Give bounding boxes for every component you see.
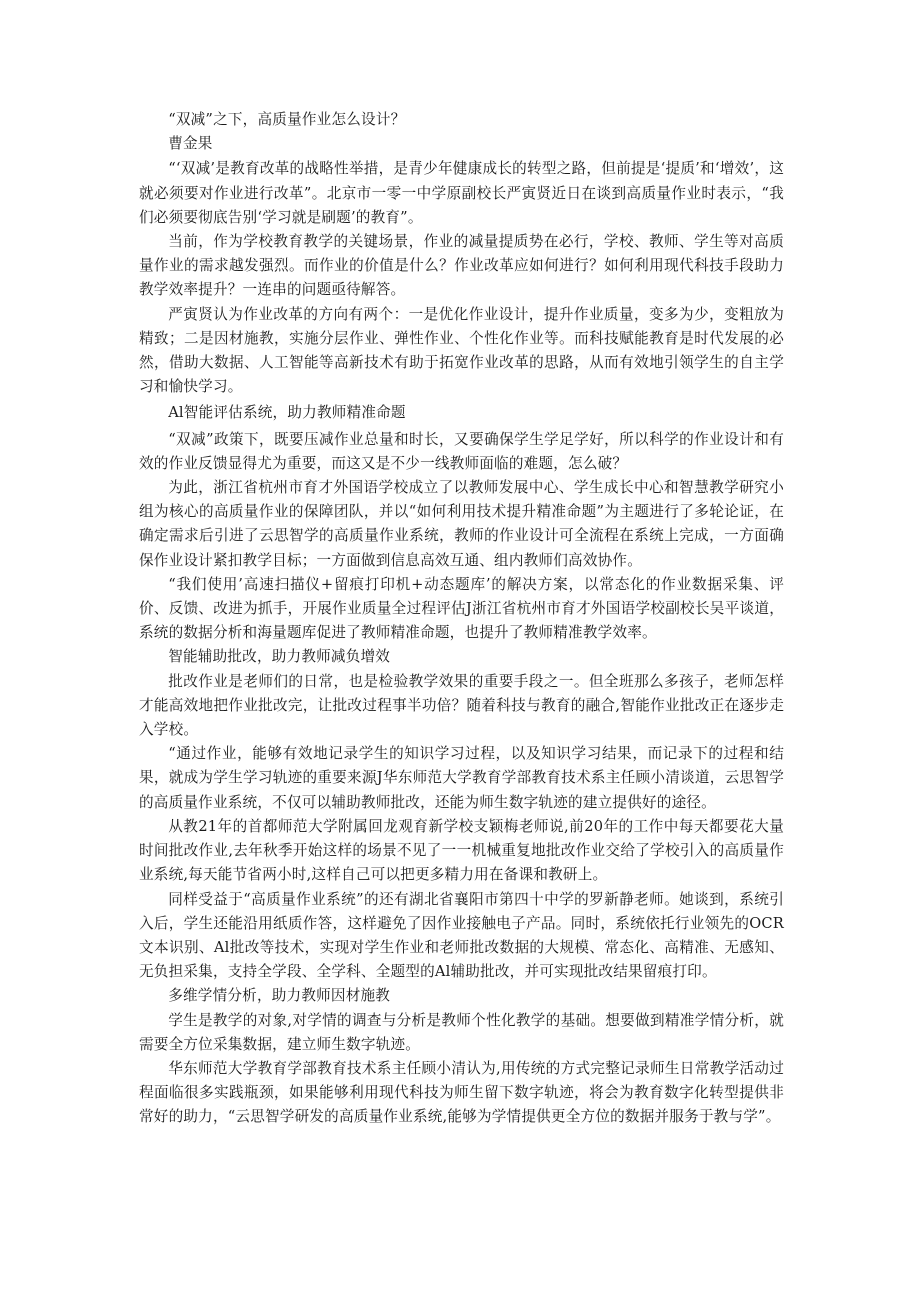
section-heading: Al智能评估系统，助力教师精准命题 (168, 404, 406, 422)
paragraph: 学生是教学的对象,对学情的调查与分析是教师个性化教学的基础。想要做到精准学情分析，就需要全方位采集数据，建立师生数字轨迹。 (139, 1011, 784, 1053)
paragraph: 华东师范大学教育学部教育技术系主任顾小清认为,用传统的方式完整记录师生日常教学活动过程面临很多实践瓶颈，如果能够利用现代科技为师生留下数字轨迹，将会为教育数字化转型提供非常好的助力，“云思智学研发的高质量作业系统,能够为学情提供更全方位的数据并服务于教与学”。 (139, 1059, 784, 1126)
article-author: 曹金果 (168, 135, 213, 153)
paragraph: 为此，浙江省杭州市育才外国语学校成立了以教师发展中心、学生成长中心和智慧教学研究小组为核心的高质量作业的保障团队，并以“如何利用技术提升精准命题”为主题进行了多轮论证，在确定需求后引进了云思智学的高质量作业系统，教师的作业设计可全流程在系统上完成，一方面确保作业设计紧扣教学目标；一方面做到信息高效互通、组内教师们高效协作。 (139, 479, 784, 569)
paragraph: “通过作业，能够有效地记录学生的知识学习过程，以及知识学习结果，而记录下的过程和结果，就成为学生学习轨迹的重要来源J华东师范大学教育学部教育技术系主任顾小清谈道，云思智学的高质量作业系统，不仅可以辅助教师批改，还能为师生数字轨迹的建立提供好的途径。 (139, 745, 784, 811)
paragraph: “‘双减’是教育改革的战略性举措，是青少年健康成长的转型之路，但前提是‘提质’和‘增效’，这就必须要对作业进行改革”。北京市一零一中学原副校长严寅贤近日在谈到高质量作业时表示，“我们必须要彻底告别‘学习就是刷题’的教育”。 (139, 160, 784, 226)
paragraph: 从教21年的首都师范大学附属回龙观育新学校支颖梅老师说,前20年的工作中每天都要花大量时间批改作业,去年秋季开始这样的场景不见了一一机械重复地批改作业交给了学校引入的高质量作业系统,每天能节省两小时,这样自己可以把更多精力用在备课和教研上。 (139, 817, 784, 884)
section-heading: 智能辅助批改，助力教师减负增效 (168, 648, 391, 666)
article-title: “双减”之下，高质量作业怎么设计？ (168, 111, 406, 128)
paragraph: “我们使用’高速扫描仪+留痕打印机+动态题库’的解决方案，以常态化的作业数据采集、评价、反馈、改进为抓手，开展作业质量全过程评估J浙江省杭州市育才外国语学校副校长吴平谈道，系统的数据分析和海量题库促进了教师精准命题，也提升了教师精准教学效率。 (139, 575, 784, 642)
paragraph: “双减”政策下，既要压减作业总量和时长，又要确保学生学足学好，所以科学的作业设计和有效的作业反馈显得尤为重要，而这又是不少一线教师面临的难题，怎么破？ (139, 430, 784, 472)
paragraph: 当前，作为学校教育教学的关键场景，作业的减量提质势在必行，学校、教师、学生等对高质量作业的需求越发强烈。而作业的价值是什么？作业改革应如何进行？如何利用现代科技手段助力教学效率提升？一连串的问题亟待解答。 (139, 233, 784, 299)
paragraph: 同样受益于“高质量作业系统”的还有湖北省襄阳市第四十中学的罗新静老师。她谈到，系统引入后，学生还能沿用纸质作答，这样避免了因作业接触电子产品。同时，系统依托行业领先的OCR文本识别、Al批改等技术，实现对学生作业和老师批改数据的大规模、常态化、高精准、无感知、无负担采集，支持全学段、全学科、全题型的Al辅助批改，并可实现批改结果留痕打印。 (139, 890, 784, 981)
section-heading: 多维学情分析，助力教师因材施教 (168, 987, 391, 1005)
paragraph: 严寅贤认为作业改革的方向有两个：一是优化作业设计，提升作业质量，变多为少，变粗放为精致；二是因材施教，实施分层作业、弹性作业、个性化作业等。而科技赋能教育是时代发展的必然，借助大数据、人工智能等高新技术有助于拓宽作业改革的思路，从而有效地引领学生的自主学习和愉快学习。 (139, 305, 784, 396)
article-body (139, 108, 784, 1130)
paragraph: 批改作业是老师们的日常，也是检验教学效果的重要手段之一。但全班那么多孩子，老师怎样才能高效地把作业批改完，让批改过程事半功倍？随着科技与教育的融合,智能作业批改正在逐步走入学校。 (139, 672, 784, 739)
